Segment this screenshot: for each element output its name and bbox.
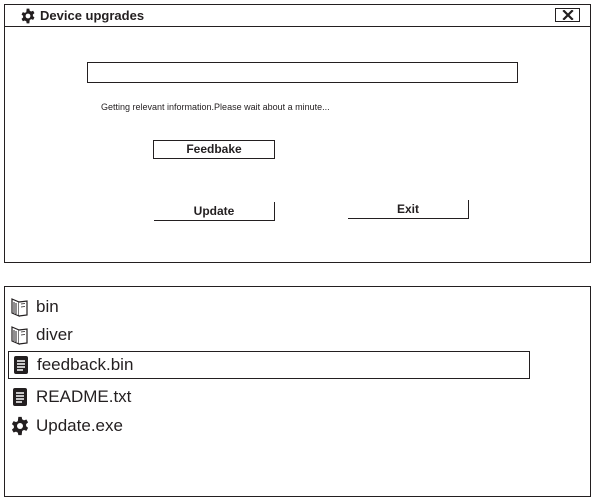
- file-item-bin[interactable]: [8, 293, 59, 321]
- exit-button[interactable]: Exit: [348, 200, 469, 219]
- close-button[interactable]: [555, 8, 580, 22]
- gear-icon: [10, 416, 30, 436]
- update-button[interactable]: Update: [154, 202, 275, 221]
- close-icon: [561, 10, 575, 20]
- file-explorer: [4, 286, 591, 497]
- folder-icon: [10, 325, 30, 345]
- device-upgrades-dialog: [4, 4, 591, 263]
- progress-bar: [87, 62, 518, 83]
- document-icon: [11, 355, 31, 375]
- file-name: bin: [36, 297, 59, 316]
- file-item-update-exe[interactable]: [8, 412, 123, 440]
- file-name: README.txt: [36, 387, 132, 406]
- file-item-readme[interactable]: [8, 383, 131, 411]
- document-icon: [10, 387, 30, 407]
- file-name: Update.exe: [36, 416, 123, 435]
- gear-icon: [20, 8, 36, 24]
- dialog-title: Device upgrades: [40, 8, 145, 23]
- status-message: Getting relevant information.Please wait about a minute...: [101, 102, 330, 112]
- dialog-titlebar: [5, 5, 590, 27]
- feedback-button[interactable]: Feedbake: [153, 140, 275, 159]
- file-name: diver: [36, 325, 73, 344]
- file-item-diver[interactable]: [8, 321, 73, 349]
- file-item-feedback-bin[interactable]: [8, 351, 530, 379]
- file-name: feedback.bin: [37, 355, 134, 374]
- folder-icon: [10, 297, 30, 317]
